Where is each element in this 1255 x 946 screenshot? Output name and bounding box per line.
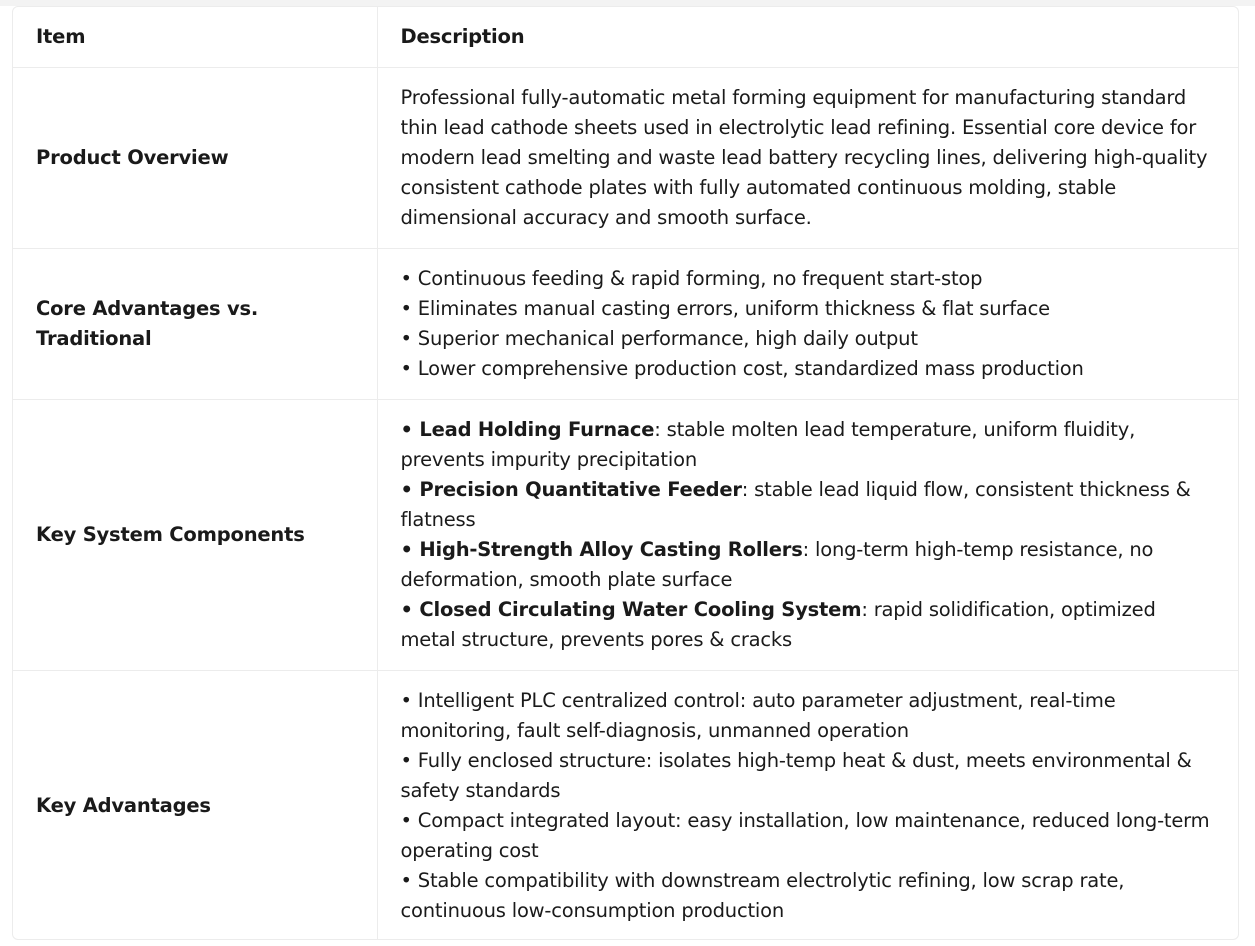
- bullet-item: • Intelligent PLC centralized control: auto parameter adjustment, real-time monitoring, fault self-diagnosis, unmanned operation: [400, 689, 1116, 742]
- bullet-item: • Superior mechanical performance, high daily output: [400, 327, 918, 350]
- header-description: Description: [377, 7, 1238, 68]
- table-row: [13, 249, 1238, 400]
- bullet-prefix: •: [400, 418, 420, 441]
- bullet-item: [401, 475, 1216, 535]
- component-term: Precision Quantitative Feeder: [419, 478, 742, 501]
- row-description-key-advantages: [377, 671, 1238, 941]
- bullet-item: • Continuous feeding & rapid forming, no frequent start-stop: [400, 267, 983, 290]
- bullet-prefix: •: [400, 478, 420, 501]
- table-row: [13, 400, 1238, 671]
- row-item-key-advantages: Key Advantages: [36, 794, 211, 817]
- bullet-item: [401, 535, 1216, 595]
- row-item-core-advantages: Core Advantages vs. Traditional: [13, 249, 377, 400]
- component-term: High-Strength Alloy Casting Rollers: [419, 538, 803, 561]
- bullet-item: [401, 415, 1216, 475]
- bullet-item: • Lower comprehensive production cost, standardized mass production: [400, 357, 1084, 380]
- component-text: : stable molten lead temperature, uniform fluidity, prevents impurity precipitation: [400, 418, 1136, 471]
- component-term: Closed Circulating Water Cooling System: [419, 598, 862, 621]
- table-row: [13, 68, 1238, 249]
- bullet-item: • Compact integrated layout: easy installation, low maintenance, reduced long-term operating cost: [400, 809, 1210, 862]
- bullet-item: • Fully enclosed structure: isolates high-temp heat & dust, meets environmental & safety standards: [400, 749, 1192, 802]
- row-description-core-advantages: [377, 249, 1238, 400]
- component-term: Lead Holding Furnace: [419, 418, 655, 441]
- row-item-product-overview: Product Overview: [13, 68, 377, 249]
- spec-table-container: [12, 6, 1239, 940]
- bullet-item: [401, 595, 1216, 655]
- table-header-row: [13, 7, 1238, 68]
- bullet-item: • Stable compatibility with downstream electrolytic refining, low scrap rate, continuous low-consumption production: [400, 869, 1125, 922]
- bullet-prefix: •: [400, 598, 420, 621]
- component-text: : long-term high-temp resistance, no deformation, smooth plate surface: [400, 538, 1154, 591]
- row-description-key-system-components: [377, 400, 1238, 671]
- component-text: : stable lead liquid flow, consistent thickness & flatness: [400, 478, 1191, 531]
- row-item-key-system-components: Key System Components: [13, 400, 377, 671]
- header-item: Item: [13, 7, 377, 68]
- component-text: : rapid solidification, optimized metal structure, prevents pores & cracks: [400, 598, 1156, 651]
- spec-table: [13, 7, 1238, 940]
- bullet-prefix: •: [400, 538, 420, 561]
- row-description-product-overview: Professional fully-automatic metal forming equipment for manufacturing standard thin lead cathode sheets used in electrolytic lead refining. Essential core device for modern lead smelting and waste lead battery recycling lines, delivering high-quality consistent cathode plates with fully automated continuous molding, stable dimensional accuracy and smooth surface.: [377, 68, 1238, 249]
- bullet-item: • Eliminates manual casting errors, uniform thickness & flat surface: [400, 297, 1050, 320]
- table-row: [13, 671, 1238, 941]
